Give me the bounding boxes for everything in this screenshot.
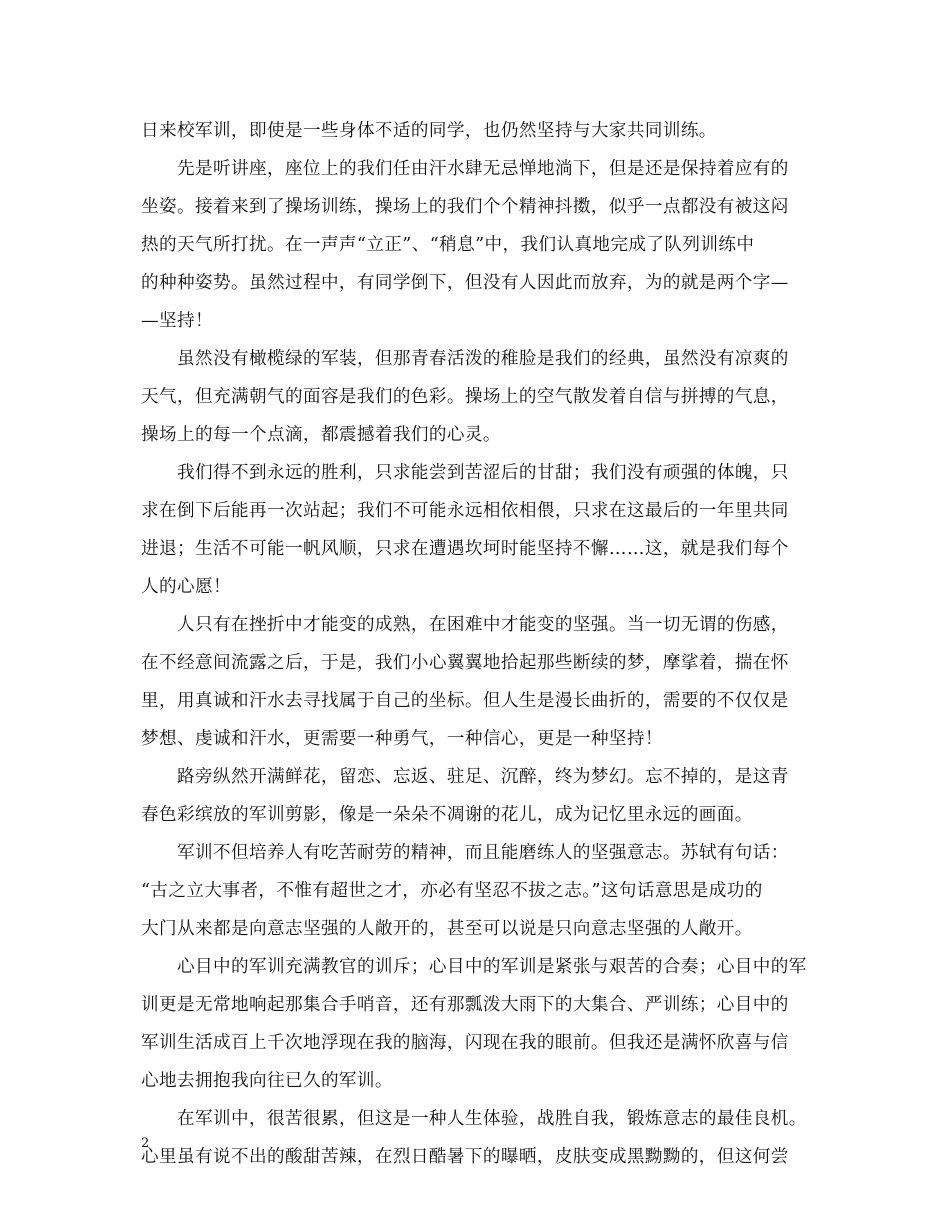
text-line: 军训生活成百上千次地浮现在我的脑海，闪现在我的眼前。但我还是满怀欣喜与信: [141, 1033, 789, 1053]
paragraph-start: 军训不但培养人有吃苦耐劳的精神，而且能磨练人的坚强意志。苏轼有句话：: [177, 843, 789, 863]
text-line: 的种种姿势。虽然过程中，有同学倒下，但没有人因此而放弃，为的就是两个字—: [141, 273, 789, 293]
paragraph-start: 在军训中，很苦很累，但这是一种人生体验，战胜自我，锻炼意志的最佳良机。: [177, 1109, 807, 1129]
text-line: 坐姿。接着来到了操场训练，操场上的我们个个精神抖擞，似乎一点都没有被这闷: [141, 197, 789, 217]
paragraph-start: 路旁纵然开满鲜花，留恋、忘返、驻足、沉醉，终为梦幻。忘不掉的，是这青: [177, 767, 789, 787]
text-line: 操场上的每一个点滴，都震撼着我们的心灵。: [141, 425, 501, 445]
page-number: 2: [141, 1136, 150, 1151]
text-line: 训更是无常地响起那集合手哨音，还有那瓢泼大雨下的大集合、严训练；心目中的: [141, 995, 789, 1015]
text-line: 里，用真诚和汗水去寻找属于自己的坐标。但人生是漫长曲折的，需要的不仅仅是: [141, 691, 789, 711]
paragraph-start: 我们得不到永远的胜利，只求能尝到苦涩后的甘甜；我们没有顽强的体魄，只: [177, 463, 789, 483]
text-line: “古之立大事者，不惟有超世之才，亦必有坚忍不拔之志。”这句话意思是成功的: [141, 881, 763, 901]
text-line: 春色彩缤放的军训剪影，像是一朵朵不凋谢的花儿，成为记忆里永远的画面。: [141, 805, 753, 825]
paragraph-start: 先是听讲座，座位上的我们任由汗水肆无忌惮地淌下，但是还是保持着应有的: [177, 159, 789, 179]
text-line: 梦想、虔诚和汗水，更需要一种勇气，一种信心，更是一种坚持！: [141, 729, 663, 749]
text-line: 进退；生活不可能一帆风顺，只求在遭遇坎坷时能坚持不懈……这，就是我们每个: [141, 539, 789, 559]
paragraph-start: 虽然没有橄榄绿的军装，但那青春活泼的稚脸是我们的经典，虽然没有凉爽的: [177, 349, 789, 369]
text-line: 日来校军训，即使是一些身体不适的同学，也仍然坚持与大家共同训练。: [141, 121, 717, 141]
text-line: 求在倒下后能再一次站起；我们不可能永远相依相偎，只求在这最后的一年里共同: [141, 501, 789, 521]
text-line: 天气，但充满朝气的面容是我们的色彩。操场上的空气散发着自信与拼搏的气息，: [141, 387, 789, 407]
text-line: 热的天气所打扰。在一声声“立正”、“稍息”中，我们认真地完成了队列训练中: [141, 235, 755, 255]
paragraph-start: 心目中的军训充满教官的训斥；心目中的军训是紧张与艰苦的合奏；心目中的军: [177, 957, 807, 977]
text-line: 在不经意间流露之后，于是，我们小心翼翼地拾起那些断续的梦，摩挲着，揣在怀: [141, 653, 789, 673]
text-line: 心地去拥抱我向往已久的军训。: [141, 1071, 393, 1091]
text-line: 人的心愿！: [141, 577, 231, 597]
text-line: —坚持！: [141, 311, 213, 331]
paragraph-start: 人只有在挫折中才能变的成熟，在困难中才能变的坚强。当一切无谓的伤感，: [177, 615, 789, 635]
text-line: 心里虽有说不出的酸甜苦辣，在烈日酷暑下的曝晒，皮肤变成黑黝黝的，但这何尝: [141, 1147, 789, 1167]
text-line: 大门从来都是向意志坚强的人敞开的，甚至可以说是只向意志坚强的人敞开。: [141, 919, 753, 939]
body-text: [141, 112, 829, 1176]
